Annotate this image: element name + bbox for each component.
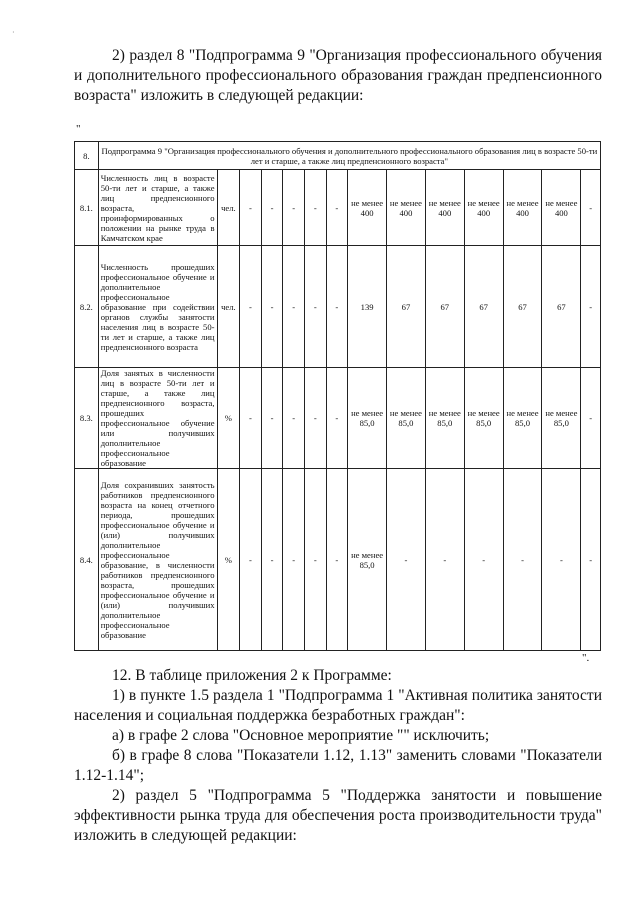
table-header-row [75, 142, 601, 170]
table-row [75, 368, 601, 469]
row-unit: % [217, 368, 240, 469]
cell: не менее 400 [503, 170, 542, 246]
cell: 67 [387, 246, 426, 368]
cell: не менее 85,0 [348, 368, 387, 469]
cell: не менее 85,0 [464, 368, 503, 469]
indicators-table [74, 141, 601, 651]
row-desc: Доля сохранивших занятость работников предпенсионного возраста на конец отчетного периода, прошедших профессиональное обучение и (или) получивших дополнительное профессиональное образование, в численности работников предпенсионного возраста, прошедших профессиональное обучение и (или) получивших дополнительное профессиональное образование [98, 469, 217, 651]
cell: - [283, 469, 305, 651]
header-text: Подпрограмма 9 "Организация профессионального обучения и дополнительного профессионального образования лиц в возрасте 50-ти лет и старше, а также лиц предпенсионного возраста" [98, 142, 600, 170]
row-num: 8.4. [75, 469, 99, 651]
cell: - [581, 469, 601, 651]
cell: - [326, 469, 348, 651]
table-row [75, 246, 601, 368]
item-12-a: а) в графе 2 слова "Основное мероприятие "" исключить; [112, 727, 490, 744]
cell: - [326, 170, 348, 246]
open-quote: " [76, 123, 81, 135]
cell: - [304, 246, 326, 368]
cell: не менее 85,0 [387, 368, 426, 469]
cell: - [283, 368, 305, 469]
item-12-b: б) в графе 8 слова "Показатели 1.12, 1.13" заменить словами "Показатели 1.12-1.14"; [74, 747, 602, 784]
cell: - [283, 246, 305, 368]
item-12-heading: 12. В таблице приложения 2 к Программе: [112, 667, 392, 684]
cell: - [240, 368, 262, 469]
cell: - [581, 246, 601, 368]
cell: - [464, 469, 503, 651]
cell: не менее 400 [542, 170, 581, 246]
cell: - [283, 170, 305, 246]
cell: не менее 85,0 [542, 368, 581, 469]
cell: - [581, 170, 601, 246]
cell: не менее 85,0 [503, 368, 542, 469]
cell: - [261, 368, 283, 469]
cell: 67 [425, 246, 464, 368]
cell: - [304, 469, 326, 651]
row-desc: Доля занятых в численности лиц в возрасте 50-ти лет и старше, а также лиц предпенсионного возраста, прошедших профессиональное обучение или получивших дополнительное профессиональное образование [98, 368, 217, 469]
row-desc: Численность лиц в возрасте 50-ти лет и старше, а также лиц предпенсионного возраста, проинформированных о положении на рынке труда в Камчатском крае [98, 170, 217, 246]
cell: 67 [464, 246, 503, 368]
cell: - [581, 368, 601, 469]
cell: не менее 400 [348, 170, 387, 246]
cell: не менее 400 [425, 170, 464, 246]
row-num: 8.2. [75, 246, 99, 368]
cell: - [387, 469, 426, 651]
cell: - [425, 469, 464, 651]
item-12-1: 1) в пункте 1.5 раздела 1 "Подпрограмма 1 "Активная политика занятости населения и социальная поддержка безработных граждан": [74, 687, 602, 724]
cell: не менее 85,0 [425, 368, 464, 469]
cell: 67 [542, 246, 581, 368]
intro-paragraph: 2) раздел 8 "Подпрограмма 9 "Организация профессионального обучения и дополнительного профессионального образования граждан предпенсионного возраста" изложить в следующей редакции: [74, 47, 602, 104]
table-row [75, 469, 601, 651]
cell: - [304, 170, 326, 246]
cell: не менее 85,0 [348, 469, 387, 651]
row-num: 8.3. [75, 368, 99, 469]
cell: - [261, 469, 283, 651]
header-num: 8. [75, 142, 99, 170]
row-unit: чел. [217, 246, 240, 368]
cell: - [503, 469, 542, 651]
row-unit: чел. [217, 170, 240, 246]
cell: - [326, 246, 348, 368]
cell: - [304, 368, 326, 469]
cell: - [542, 469, 581, 651]
close-quote: ". [582, 652, 590, 664]
cell: не менее 400 [387, 170, 426, 246]
cell: - [240, 170, 262, 246]
cell: - [240, 246, 262, 368]
cell: не менее 400 [464, 170, 503, 246]
cell: - [261, 246, 283, 368]
margin-mark: · [12, 28, 15, 37]
cell: - [240, 469, 262, 651]
cell: 139 [348, 246, 387, 368]
table-row [75, 170, 601, 246]
row-unit: % [217, 469, 240, 651]
item-12-2: 2) раздел 5 "Подпрограмма 5 "Поддержка занятости и повышение эффективности рынка труда для обеспечения роста производительности труда" изложить в следующей редакции: [74, 787, 602, 844]
row-desc: Численность прошедших профессиональное обучение и дополнительное профессиональное образование при содействии органов службы занятости населения лиц в возрасте 50-ти лет и старше, а также лиц предпенсионного возраста [98, 246, 217, 368]
cell: 67 [503, 246, 542, 368]
cell: - [326, 368, 348, 469]
row-num: 8.1. [75, 170, 99, 246]
cell: - [261, 170, 283, 246]
